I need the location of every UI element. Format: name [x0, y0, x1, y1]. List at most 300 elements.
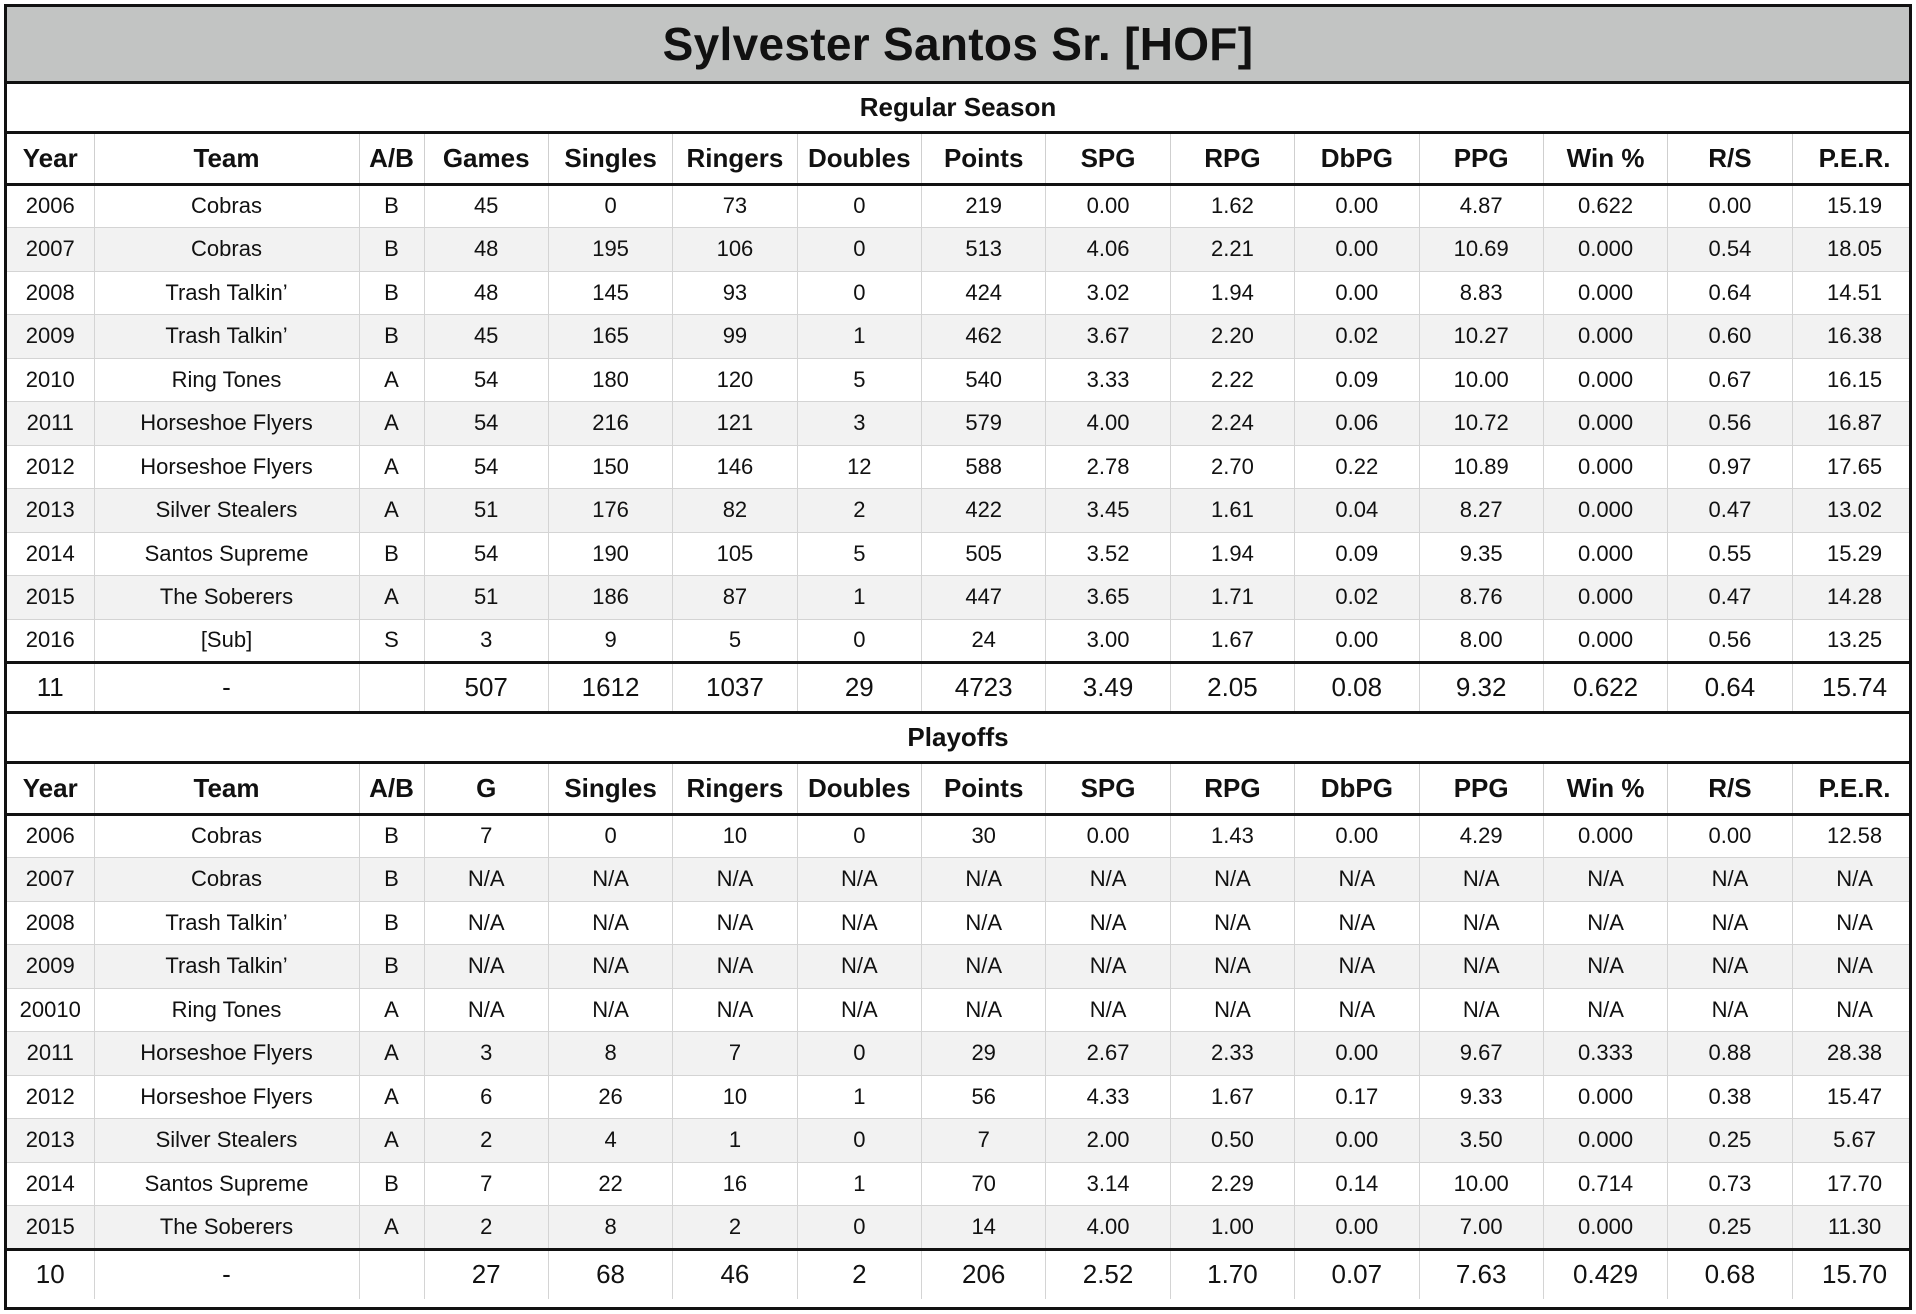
table-cell: 2.78 — [1046, 445, 1170, 489]
regular-season-table — [7, 134, 1912, 714]
table-cell: 0.000 — [1543, 814, 1667, 858]
table-cell: 15.29 — [1792, 532, 1912, 576]
regular-header-row — [7, 134, 1912, 184]
table-cell: 1 — [673, 1119, 797, 1163]
table-cell: 0 — [797, 619, 921, 663]
table-cell: 4.87 — [1419, 184, 1543, 228]
table-cell: 0.000 — [1543, 1206, 1667, 1250]
table-cell: 82 — [673, 489, 797, 533]
table-cell: 150 — [548, 445, 672, 489]
totals-cell: 9.32 — [1419, 663, 1543, 713]
table-cell: 16.15 — [1792, 358, 1912, 402]
table-cell: N/A — [1668, 901, 1792, 945]
column-header: Singles — [548, 764, 672, 814]
table-row — [7, 271, 1912, 315]
table-cell: 2006 — [7, 814, 94, 858]
table-cell: 54 — [424, 445, 548, 489]
table-cell: 0.25 — [1668, 1119, 1792, 1163]
totals-cell: 2.05 — [1170, 663, 1294, 713]
table-cell: 186 — [548, 576, 672, 620]
table-cell: Santos Supreme — [94, 1162, 359, 1206]
column-header: Ringers — [673, 764, 797, 814]
table-cell: 3.14 — [1046, 1162, 1170, 1206]
table-cell: 0.60 — [1668, 315, 1792, 359]
table-cell: 93 — [673, 271, 797, 315]
table-cell: 2.22 — [1170, 358, 1294, 402]
table-cell: 1 — [797, 576, 921, 620]
table-cell: N/A — [1419, 988, 1543, 1032]
table-cell: N/A — [1792, 988, 1912, 1032]
table-cell: 2015 — [7, 576, 94, 620]
regular-body — [7, 184, 1912, 713]
table-cell: N/A — [1046, 901, 1170, 945]
table-cell: N/A — [922, 988, 1046, 1032]
table-cell: 0.00 — [1295, 1032, 1419, 1076]
table-cell: 2010 — [7, 358, 94, 402]
totals-cell: 15.70 — [1792, 1249, 1912, 1299]
table-cell: 16.87 — [1792, 402, 1912, 446]
table-cell: 180 — [548, 358, 672, 402]
table-cell: B — [359, 532, 424, 576]
table-cell: 6 — [424, 1075, 548, 1119]
table-cell: Horseshoe Flyers — [94, 445, 359, 489]
table-cell: 3.02 — [1046, 271, 1170, 315]
table-cell: 105 — [673, 532, 797, 576]
table-cell: 0.00 — [1046, 184, 1170, 228]
table-cell: N/A — [1295, 858, 1419, 902]
table-row — [7, 1119, 1912, 1163]
table-cell: 4.33 — [1046, 1075, 1170, 1119]
stats-sheet — [4, 4, 1912, 1310]
table-cell: 0.97 — [1668, 445, 1792, 489]
table-cell: 2 — [797, 489, 921, 533]
table-cell: 0.54 — [1668, 228, 1792, 272]
table-cell: 15.47 — [1792, 1075, 1912, 1119]
table-cell: N/A — [548, 858, 672, 902]
table-cell: 3 — [797, 402, 921, 446]
table-row — [7, 315, 1912, 359]
table-row — [7, 358, 1912, 402]
column-header: P.E.R. — [1792, 134, 1912, 184]
table-cell: 2 — [424, 1119, 548, 1163]
table-cell: 0.22 — [1295, 445, 1419, 489]
table-cell: B — [359, 1162, 424, 1206]
table-cell: 120 — [673, 358, 797, 402]
table-cell: 3.50 — [1419, 1119, 1543, 1163]
table-cell: 1.67 — [1170, 619, 1294, 663]
table-cell: 4.00 — [1046, 402, 1170, 446]
table-cell: 2012 — [7, 1075, 94, 1119]
table-cell: N/A — [673, 858, 797, 902]
table-cell: 51 — [424, 576, 548, 620]
totals-cell: 206 — [922, 1249, 1046, 1299]
table-cell: 447 — [922, 576, 1046, 620]
table-cell: N/A — [1419, 858, 1543, 902]
table-cell: N/A — [1170, 901, 1294, 945]
table-cell: 10.00 — [1419, 358, 1543, 402]
table-cell: A — [359, 1075, 424, 1119]
totals-cell: 2.52 — [1046, 1249, 1170, 1299]
table-cell: A — [359, 358, 424, 402]
table-cell: 7.00 — [1419, 1206, 1543, 1250]
playoffs-heading: Playoffs — [7, 714, 1909, 764]
table-cell: 3.67 — [1046, 315, 1170, 359]
player-title: Sylvester Santos Sr. [HOF] — [7, 7, 1909, 84]
table-cell: 8 — [548, 1032, 672, 1076]
table-cell: 0.000 — [1543, 358, 1667, 402]
table-cell: 1 — [797, 315, 921, 359]
table-cell: 2 — [673, 1206, 797, 1250]
column-header: A/B — [359, 764, 424, 814]
table-cell: N/A — [797, 945, 921, 989]
table-cell: N/A — [424, 988, 548, 1032]
table-cell: Trash Talkin’ — [94, 901, 359, 945]
table-cell: 2016 — [7, 619, 94, 663]
table-cell: N/A — [1295, 988, 1419, 1032]
table-cell: 0 — [797, 271, 921, 315]
table-cell: 0.47 — [1668, 576, 1792, 620]
table-cell: N/A — [1668, 858, 1792, 902]
table-cell: 28.38 — [1792, 1032, 1912, 1076]
table-cell: 1.00 — [1170, 1206, 1294, 1250]
table-cell: N/A — [922, 945, 1046, 989]
table-cell: 190 — [548, 532, 672, 576]
table-cell: 9.35 — [1419, 532, 1543, 576]
table-cell: N/A — [1792, 858, 1912, 902]
table-row — [7, 619, 1912, 663]
table-cell: Cobras — [94, 814, 359, 858]
table-cell: 8.83 — [1419, 271, 1543, 315]
totals-cell: 507 — [424, 663, 548, 713]
table-cell: 0.000 — [1543, 576, 1667, 620]
table-cell: 0.00 — [1295, 814, 1419, 858]
table-cell: 48 — [424, 228, 548, 272]
table-cell: 0.714 — [1543, 1162, 1667, 1206]
table-cell: 2 — [424, 1206, 548, 1250]
table-cell: N/A — [797, 988, 921, 1032]
table-cell: 2.70 — [1170, 445, 1294, 489]
table-cell: 513 — [922, 228, 1046, 272]
totals-cell: 0.68 — [1668, 1249, 1792, 1299]
table-cell: B — [359, 858, 424, 902]
table-row — [7, 576, 1912, 620]
table-cell: 1.61 — [1170, 489, 1294, 533]
table-cell: 2006 — [7, 184, 94, 228]
column-header: R/S — [1668, 764, 1792, 814]
table-cell: 0 — [797, 1032, 921, 1076]
table-cell: 165 — [548, 315, 672, 359]
table-cell: 99 — [673, 315, 797, 359]
table-cell: 0.04 — [1295, 489, 1419, 533]
table-cell: 1.62 — [1170, 184, 1294, 228]
table-cell: 0.00 — [1295, 1206, 1419, 1250]
table-cell: 2012 — [7, 445, 94, 489]
table-cell: 8.00 — [1419, 619, 1543, 663]
table-cell: 5 — [797, 358, 921, 402]
table-cell: Cobras — [94, 184, 359, 228]
table-cell: 10.27 — [1419, 315, 1543, 359]
table-cell: 0.000 — [1543, 1119, 1667, 1163]
table-cell: 0.000 — [1543, 315, 1667, 359]
table-cell: 0.06 — [1295, 402, 1419, 446]
table-cell: 70 — [922, 1162, 1046, 1206]
totals-cell: 0.08 — [1295, 663, 1419, 713]
column-header: RPG — [1170, 764, 1294, 814]
table-cell: Cobras — [94, 228, 359, 272]
table-cell: 13.25 — [1792, 619, 1912, 663]
table-cell: S — [359, 619, 424, 663]
table-cell: The Soberers — [94, 576, 359, 620]
table-cell: N/A — [1295, 945, 1419, 989]
table-cell: 2007 — [7, 228, 94, 272]
table-cell: N/A — [424, 901, 548, 945]
table-cell: A — [359, 1206, 424, 1250]
table-cell: 2008 — [7, 901, 94, 945]
table-cell: N/A — [1170, 858, 1294, 902]
table-cell: A — [359, 1119, 424, 1163]
table-cell: 10 — [673, 814, 797, 858]
table-cell: N/A — [1170, 945, 1294, 989]
table-cell: 176 — [548, 489, 672, 533]
column-header: R/S — [1668, 134, 1792, 184]
table-cell: 0.56 — [1668, 402, 1792, 446]
table-cell: 0.000 — [1543, 445, 1667, 489]
table-cell: N/A — [797, 858, 921, 902]
table-cell: A — [359, 445, 424, 489]
table-cell: 0.47 — [1668, 489, 1792, 533]
table-cell: 16 — [673, 1162, 797, 1206]
table-cell: 3 — [424, 1032, 548, 1076]
table-cell: 18.05 — [1792, 228, 1912, 272]
table-cell: 29 — [922, 1032, 1046, 1076]
table-cell: 0.000 — [1543, 619, 1667, 663]
table-cell: 2013 — [7, 1119, 94, 1163]
table-row — [7, 489, 1912, 533]
table-cell: Ring Tones — [94, 358, 359, 402]
table-cell: B — [359, 271, 424, 315]
table-cell: 0.000 — [1543, 1075, 1667, 1119]
table-cell: [Sub] — [94, 619, 359, 663]
column-header: Win % — [1543, 764, 1667, 814]
table-cell: 17.70 — [1792, 1162, 1912, 1206]
table-cell: 0.000 — [1543, 489, 1667, 533]
table-cell: N/A — [1792, 901, 1912, 945]
totals-cell: 1612 — [548, 663, 672, 713]
table-cell: 2007 — [7, 858, 94, 902]
table-cell: 45 — [424, 315, 548, 359]
table-cell: N/A — [548, 945, 672, 989]
table-cell: 10 — [673, 1075, 797, 1119]
table-cell: N/A — [1419, 901, 1543, 945]
table-cell: Trash Talkin’ — [94, 271, 359, 315]
totals-cell: 7.63 — [1419, 1249, 1543, 1299]
table-cell: 3.65 — [1046, 576, 1170, 620]
table-cell: 0.50 — [1170, 1119, 1294, 1163]
table-cell: 0.56 — [1668, 619, 1792, 663]
table-cell: 0 — [797, 184, 921, 228]
table-cell: 10.72 — [1419, 402, 1543, 446]
table-cell: 5.67 — [1792, 1119, 1912, 1163]
table-cell: 15.19 — [1792, 184, 1912, 228]
column-header: P.E.R. — [1792, 764, 1912, 814]
column-header: Singles — [548, 134, 672, 184]
totals-cell: 0.07 — [1295, 1249, 1419, 1299]
table-cell: 0.25 — [1668, 1206, 1792, 1250]
table-cell: 5 — [673, 619, 797, 663]
table-cell: N/A — [1543, 945, 1667, 989]
table-cell: 1.94 — [1170, 532, 1294, 576]
totals-cell: 4723 — [922, 663, 1046, 713]
column-header: Games — [424, 134, 548, 184]
table-cell: 0.38 — [1668, 1075, 1792, 1119]
table-cell: 2014 — [7, 1162, 94, 1206]
totals-cell: 0.64 — [1668, 663, 1792, 713]
table-cell: 51 — [424, 489, 548, 533]
table-cell: 12.58 — [1792, 814, 1912, 858]
table-cell: N/A — [1295, 901, 1419, 945]
table-cell: Horseshoe Flyers — [94, 402, 359, 446]
column-header: Win % — [1543, 134, 1667, 184]
table-cell: 195 — [548, 228, 672, 272]
table-cell: 48 — [424, 271, 548, 315]
table-cell: N/A — [1170, 988, 1294, 1032]
table-cell: B — [359, 945, 424, 989]
totals-cell: 0.622 — [1543, 663, 1667, 713]
totals-cell: 3.49 — [1046, 663, 1170, 713]
totals-cell — [359, 663, 424, 713]
table-cell: 2008 — [7, 271, 94, 315]
column-header: DbPG — [1295, 764, 1419, 814]
table-cell: A — [359, 1032, 424, 1076]
table-cell: N/A — [1046, 858, 1170, 902]
table-cell: The Soberers — [94, 1206, 359, 1250]
table-cell: 54 — [424, 532, 548, 576]
table-cell: 0.02 — [1295, 576, 1419, 620]
table-cell: 2.33 — [1170, 1032, 1294, 1076]
table-cell: 0 — [797, 228, 921, 272]
table-cell: 0.622 — [1543, 184, 1667, 228]
table-cell: A — [359, 988, 424, 1032]
table-cell: Silver Stealers — [94, 489, 359, 533]
table-cell: N/A — [1543, 988, 1667, 1032]
table-cell: 7 — [424, 814, 548, 858]
table-cell: 7 — [424, 1162, 548, 1206]
table-cell: B — [359, 315, 424, 359]
totals-cell: 0.429 — [1543, 1249, 1667, 1299]
table-cell: 8.76 — [1419, 576, 1543, 620]
table-cell: N/A — [922, 901, 1046, 945]
table-cell: 13.02 — [1792, 489, 1912, 533]
table-cell: 0.88 — [1668, 1032, 1792, 1076]
table-cell: 7 — [922, 1119, 1046, 1163]
table-cell: 73 — [673, 184, 797, 228]
table-cell: 9.33 — [1419, 1075, 1543, 1119]
totals-cell — [359, 1249, 424, 1299]
totals-cell: 1.70 — [1170, 1249, 1294, 1299]
table-cell: 24 — [922, 619, 1046, 663]
regular-season-heading: Regular Season — [7, 84, 1909, 134]
table-cell: 0 — [797, 814, 921, 858]
table-cell: 56 — [922, 1075, 1046, 1119]
table-cell: N/A — [797, 901, 921, 945]
table-cell: 8.27 — [1419, 489, 1543, 533]
totals-cell: 10 — [7, 1249, 94, 1299]
table-cell: B — [359, 814, 424, 858]
table-cell: 2015 — [7, 1206, 94, 1250]
table-cell: N/A — [673, 988, 797, 1032]
table-cell: 8 — [548, 1206, 672, 1250]
column-header: PPG — [1419, 764, 1543, 814]
table-cell: 0.000 — [1543, 532, 1667, 576]
table-cell: N/A — [1419, 945, 1543, 989]
table-cell: 20010 — [7, 988, 94, 1032]
table-cell: N/A — [548, 988, 672, 1032]
column-header: Year — [7, 134, 94, 184]
table-cell: Horseshoe Flyers — [94, 1075, 359, 1119]
table-cell: 2.29 — [1170, 1162, 1294, 1206]
table-cell: N/A — [424, 945, 548, 989]
table-cell: N/A — [673, 901, 797, 945]
column-header: Points — [922, 764, 1046, 814]
totals-cell: 2 — [797, 1249, 921, 1299]
table-cell: 216 — [548, 402, 672, 446]
column-header: Year — [7, 764, 94, 814]
table-row — [7, 858, 1912, 902]
table-cell: 1.94 — [1170, 271, 1294, 315]
table-cell: 0.17 — [1295, 1075, 1419, 1119]
column-header: SPG — [1046, 134, 1170, 184]
table-cell: 14 — [922, 1206, 1046, 1250]
totals-cell: 15.74 — [1792, 663, 1912, 713]
table-cell: 3.45 — [1046, 489, 1170, 533]
table-cell: 422 — [922, 489, 1046, 533]
table-cell: N/A — [1792, 945, 1912, 989]
table-cell: N/A — [1543, 858, 1667, 902]
table-cell: 87 — [673, 576, 797, 620]
table-cell: 14.28 — [1792, 576, 1912, 620]
column-header: Doubles — [797, 764, 921, 814]
table-row — [7, 1075, 1912, 1119]
totals-cell: - — [94, 663, 359, 713]
table-cell: Silver Stealers — [94, 1119, 359, 1163]
table-cell: 0.55 — [1668, 532, 1792, 576]
table-cell: 2.20 — [1170, 315, 1294, 359]
table-cell: 0.333 — [1543, 1032, 1667, 1076]
table-cell: 54 — [424, 358, 548, 402]
table-cell: 2.21 — [1170, 228, 1294, 272]
table-cell: 424 — [922, 271, 1046, 315]
table-cell: 0.00 — [1668, 184, 1792, 228]
table-row — [7, 1162, 1912, 1206]
table-cell: 2013 — [7, 489, 94, 533]
column-header: Ringers — [673, 134, 797, 184]
totals-cell: 29 — [797, 663, 921, 713]
table-cell: 2011 — [7, 402, 94, 446]
table-cell: 121 — [673, 402, 797, 446]
table-cell: 588 — [922, 445, 1046, 489]
table-row — [7, 945, 1912, 989]
column-header: DbPG — [1295, 134, 1419, 184]
table-cell: N/A — [1046, 988, 1170, 1032]
table-cell: 0.64 — [1668, 271, 1792, 315]
table-cell: 106 — [673, 228, 797, 272]
table-cell: 0.000 — [1543, 228, 1667, 272]
table-cell: 0.02 — [1295, 315, 1419, 359]
table-cell: 2011 — [7, 1032, 94, 1076]
table-cell: 462 — [922, 315, 1046, 359]
column-header: SPG — [1046, 764, 1170, 814]
table-cell: A — [359, 576, 424, 620]
